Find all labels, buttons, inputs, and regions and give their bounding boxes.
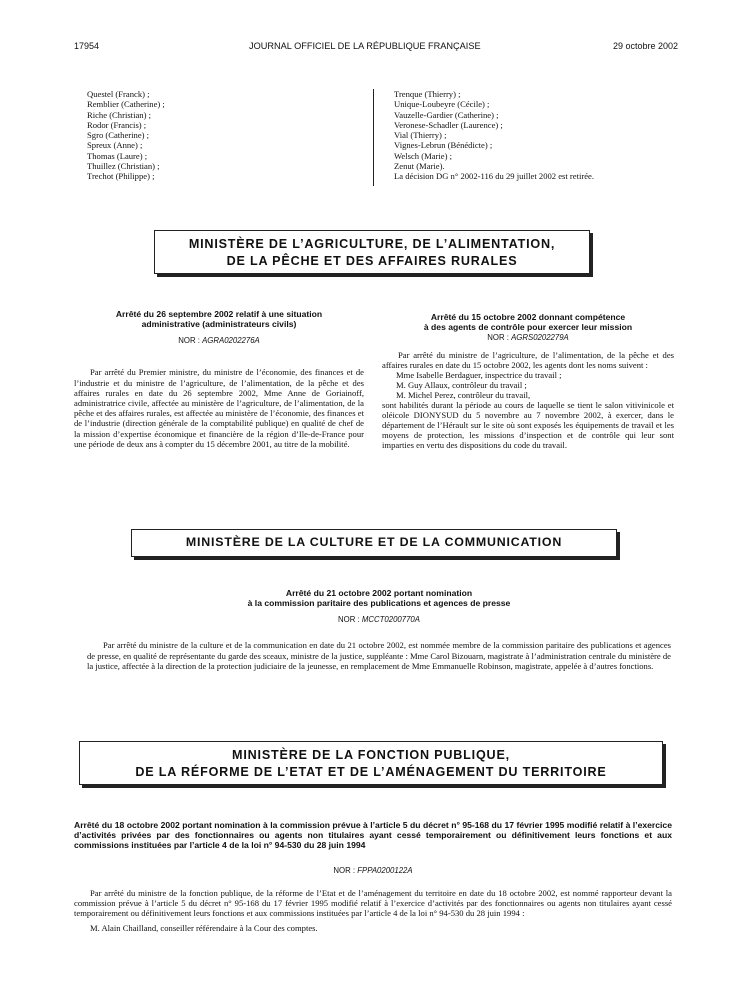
- nor-reference: [382, 333, 674, 342]
- ministry-heading-culture: [131, 529, 617, 557]
- nor-reference: [74, 336, 364, 345]
- list-item: Vial (Thierry) ;: [394, 130, 447, 141]
- ministry-heading-fonction-publique: [79, 741, 663, 785]
- decree-fonction-publique: [74, 820, 672, 934]
- list-item: Welsch (Marie) ;: [394, 150, 453, 161]
- nor-label: NOR :: [333, 866, 356, 875]
- decree-title-line: Arrêté du 21 octobre 2002 portant nomination: [285, 588, 473, 598]
- nor-reference: [74, 866, 672, 875]
- list-item: Questel (Franck) ;: [87, 89, 150, 99]
- list-item: Veronese-Schadler (Laurence) ;: [394, 119, 503, 130]
- decree-title: [74, 309, 364, 329]
- ministry-heading-line: MINISTÈRE DE L’AGRICULTURE, DE L’ALIMENTATION,: [188, 237, 556, 251]
- decree-title: [87, 588, 671, 608]
- list-item: Thuillez (Christian) ;: [87, 161, 160, 172]
- decree-body: [382, 350, 674, 450]
- nor-code: MCCT0200770A: [361, 615, 420, 625]
- decree-paragraph: Par arrêté du Premier ministre, du ministre de l’économie, des finances et de l’industrie et du ministre de l’agriculture, de l’alimentation, de la pêche et des affaires rurales en date du 26 septembre 2002, Mme Anne de Goriainoff, administratrice civile, affectée au ministère de l’agriculture, de l’alimentation, de la pêche et des affaires rurales, est affectée au ministère de l’économie, des finances et de l’industrie (direction générale de la comptabilité publique) en qualité de chef de la mission d’expertise économique et financière de la région d’Ile-de-France pour une période de deux ans à compter du 15 décembre 2001, au titre de la mobilité.: [74, 367, 364, 449]
- list-item: Riche (Christian) ;: [87, 109, 151, 120]
- list-item: Vignes-Lebrun (Bénédicte) ;: [394, 140, 493, 151]
- decree-title-line: à la commission paritaire des publications et agences de presse: [247, 598, 511, 609]
- list-item: Remblier (Catherine) ;: [87, 99, 165, 110]
- list-item: Trechot (Philippe) ;: [87, 171, 155, 182]
- decree-body: [87, 640, 671, 671]
- decree-paragraph: sont habilités durant la période au cours de laquelle se tient le salon vitivinicole et oléicole DIONYSUD du 5 novembre au 7 novembre 2002, à exercer, dans le département de l’Hérault sur le site où sont exposés les équipements de travail et les moyens de protection, les missions d’inspection et de contrôle qui leur sont imparties en vertu des dispositions du code du travail.: [382, 400, 674, 451]
- decree-title-line: Arrêté du 26 septembre 2002 relatif à une situation: [115, 309, 323, 319]
- ministry-heading-line: DE LA RÉFORME DE L’ETAT ET DE L’AMÉNAGEMENT DU TERRITOIRE: [135, 765, 607, 779]
- list-item: M. Guy Allaux, contrôleur du travail ;: [396, 380, 527, 391]
- ministry-heading-line: MINISTÈRE DE LA FONCTION PUBLIQUE,: [232, 748, 510, 762]
- decree-title: [382, 312, 674, 332]
- decree-body: [74, 367, 364, 449]
- nor-code: FPPA0200122A: [357, 866, 413, 875]
- nor-label: NOR :: [338, 615, 360, 625]
- list-item: Vauzelle-Gardier (Catherine) ;: [394, 109, 499, 120]
- decree-paragraph: Par arrêté du ministre de la culture et de la communication en date du 21 octobre 2002, est nommée membre de la commission paritaire des publications et agences de presse, en qualité de représentante du garde des sceaux, ministre de la justice, suppléante : Mme Carol Bizouarn, magistrate à l’administration centrale du ministère de la justice, affectée à la direction de la protection judiciaire de la jeunesse, en remplacement de Mme Emmanuelle Robinson, magistrate, appelée à d’autres fonctions.: [87, 640, 671, 671]
- decree-paragraph: Par arrêté du ministre de la fonction publique, de la réforme de l’Etat et de l’aménagement du territoire en date du 18 octobre 2002, est nommé rapporteur devant la commission prévue à l’article 5 du décret n° 95-168 du 17 février 1995 modifié relatif à l’exercice d’activités par des fonctionnaires ou agents non titulaires ayant cessé temporairement ou définitivement leurs fonctions et aux commissions instituées par l’article 4 de la loi n° 94-530 du 28 juin 1994 :: [74, 888, 672, 918]
- decree-paragraph: Par arrêté du ministre de l’agriculture, de l’alimentation, de la pêche et des affaires rurales en date du 15 octobre 2002, les agents dont les noms suivent :: [382, 350, 674, 371]
- page-number: 17954: [74, 41, 100, 51]
- names-list-right: [394, 89, 594, 182]
- nor-label: NOR :: [487, 333, 509, 343]
- list-item: M. Michel Perez, contrôleur du travail,: [396, 390, 531, 401]
- list-item: Thomas (Laure) ;: [87, 150, 148, 161]
- list-item: Sgro (Catherine) ;: [87, 130, 150, 141]
- list-item: Mme Isabelle Berdaguer, inspectrice du travail ;: [396, 370, 562, 381]
- column-divider: [373, 89, 374, 186]
- decree-title-line: à des agents de contrôle pour exercer leur mission: [423, 322, 633, 333]
- nor-reference: [87, 615, 671, 624]
- header-date: 29 octobre 2002: [613, 41, 679, 51]
- journal-title: JOURNAL OFFICIEL DE LA RÉPUBLIQUE FRANÇAISE: [249, 41, 481, 51]
- nor-label: NOR :: [178, 336, 200, 346]
- nor-code: AGRS0202279A: [511, 333, 569, 343]
- decree-agriculture-control: [382, 312, 674, 450]
- ministry-heading-line: MINISTÈRE DE LA CULTURE ET DE LA COMMUNICATION: [185, 535, 563, 549]
- decree-body: [74, 889, 672, 934]
- decree-title-line: administrative (administrateurs civils): [141, 319, 297, 330]
- list-item: Zenut (Marie).: [394, 161, 445, 172]
- ministry-heading-agriculture: [154, 230, 590, 274]
- list-item: Rodor (Francis) ;: [87, 119, 147, 130]
- decree-title-line: Arrêté du 15 octobre 2002 donnant compétence: [430, 312, 626, 322]
- decision-note: La décision DG n° 2002-116 du 29 juillet 2002 est retirée.: [394, 171, 595, 182]
- list-item: Spreux (Anne) ;: [87, 140, 143, 151]
- ministry-heading-line: DE LA PÊCHE ET DES AFFAIRES RURALES: [226, 254, 518, 268]
- list-item: Unique-Loubeyre (Cécile) ;: [394, 99, 490, 110]
- nor-code: AGRA0202276A: [202, 336, 260, 346]
- decree-agriculture-admin: [74, 309, 364, 449]
- decree-paragraph: M. Alain Chailland, conseiller référendaire à la Cour des comptes.: [90, 923, 318, 934]
- list-item: Trenque (Thierry) ;: [394, 89, 461, 99]
- decree-title: Arrêté du 18 octobre 2002 portant nomination à la commission prévue à l’article 5 du décret n° 95-168 du 17 février 1995 modifié relatif à l’exercice d’activités privées par des fonctionnaires ou agents non titulaires ayant cessé temporairement ou définitivement leurs fonctions et aux commissions instituées par l’article 4 de la loi n° 94-530 du 28 juin 1994: [74, 820, 672, 850]
- names-list-left: [87, 89, 165, 182]
- decree-culture-nomination: [87, 588, 671, 671]
